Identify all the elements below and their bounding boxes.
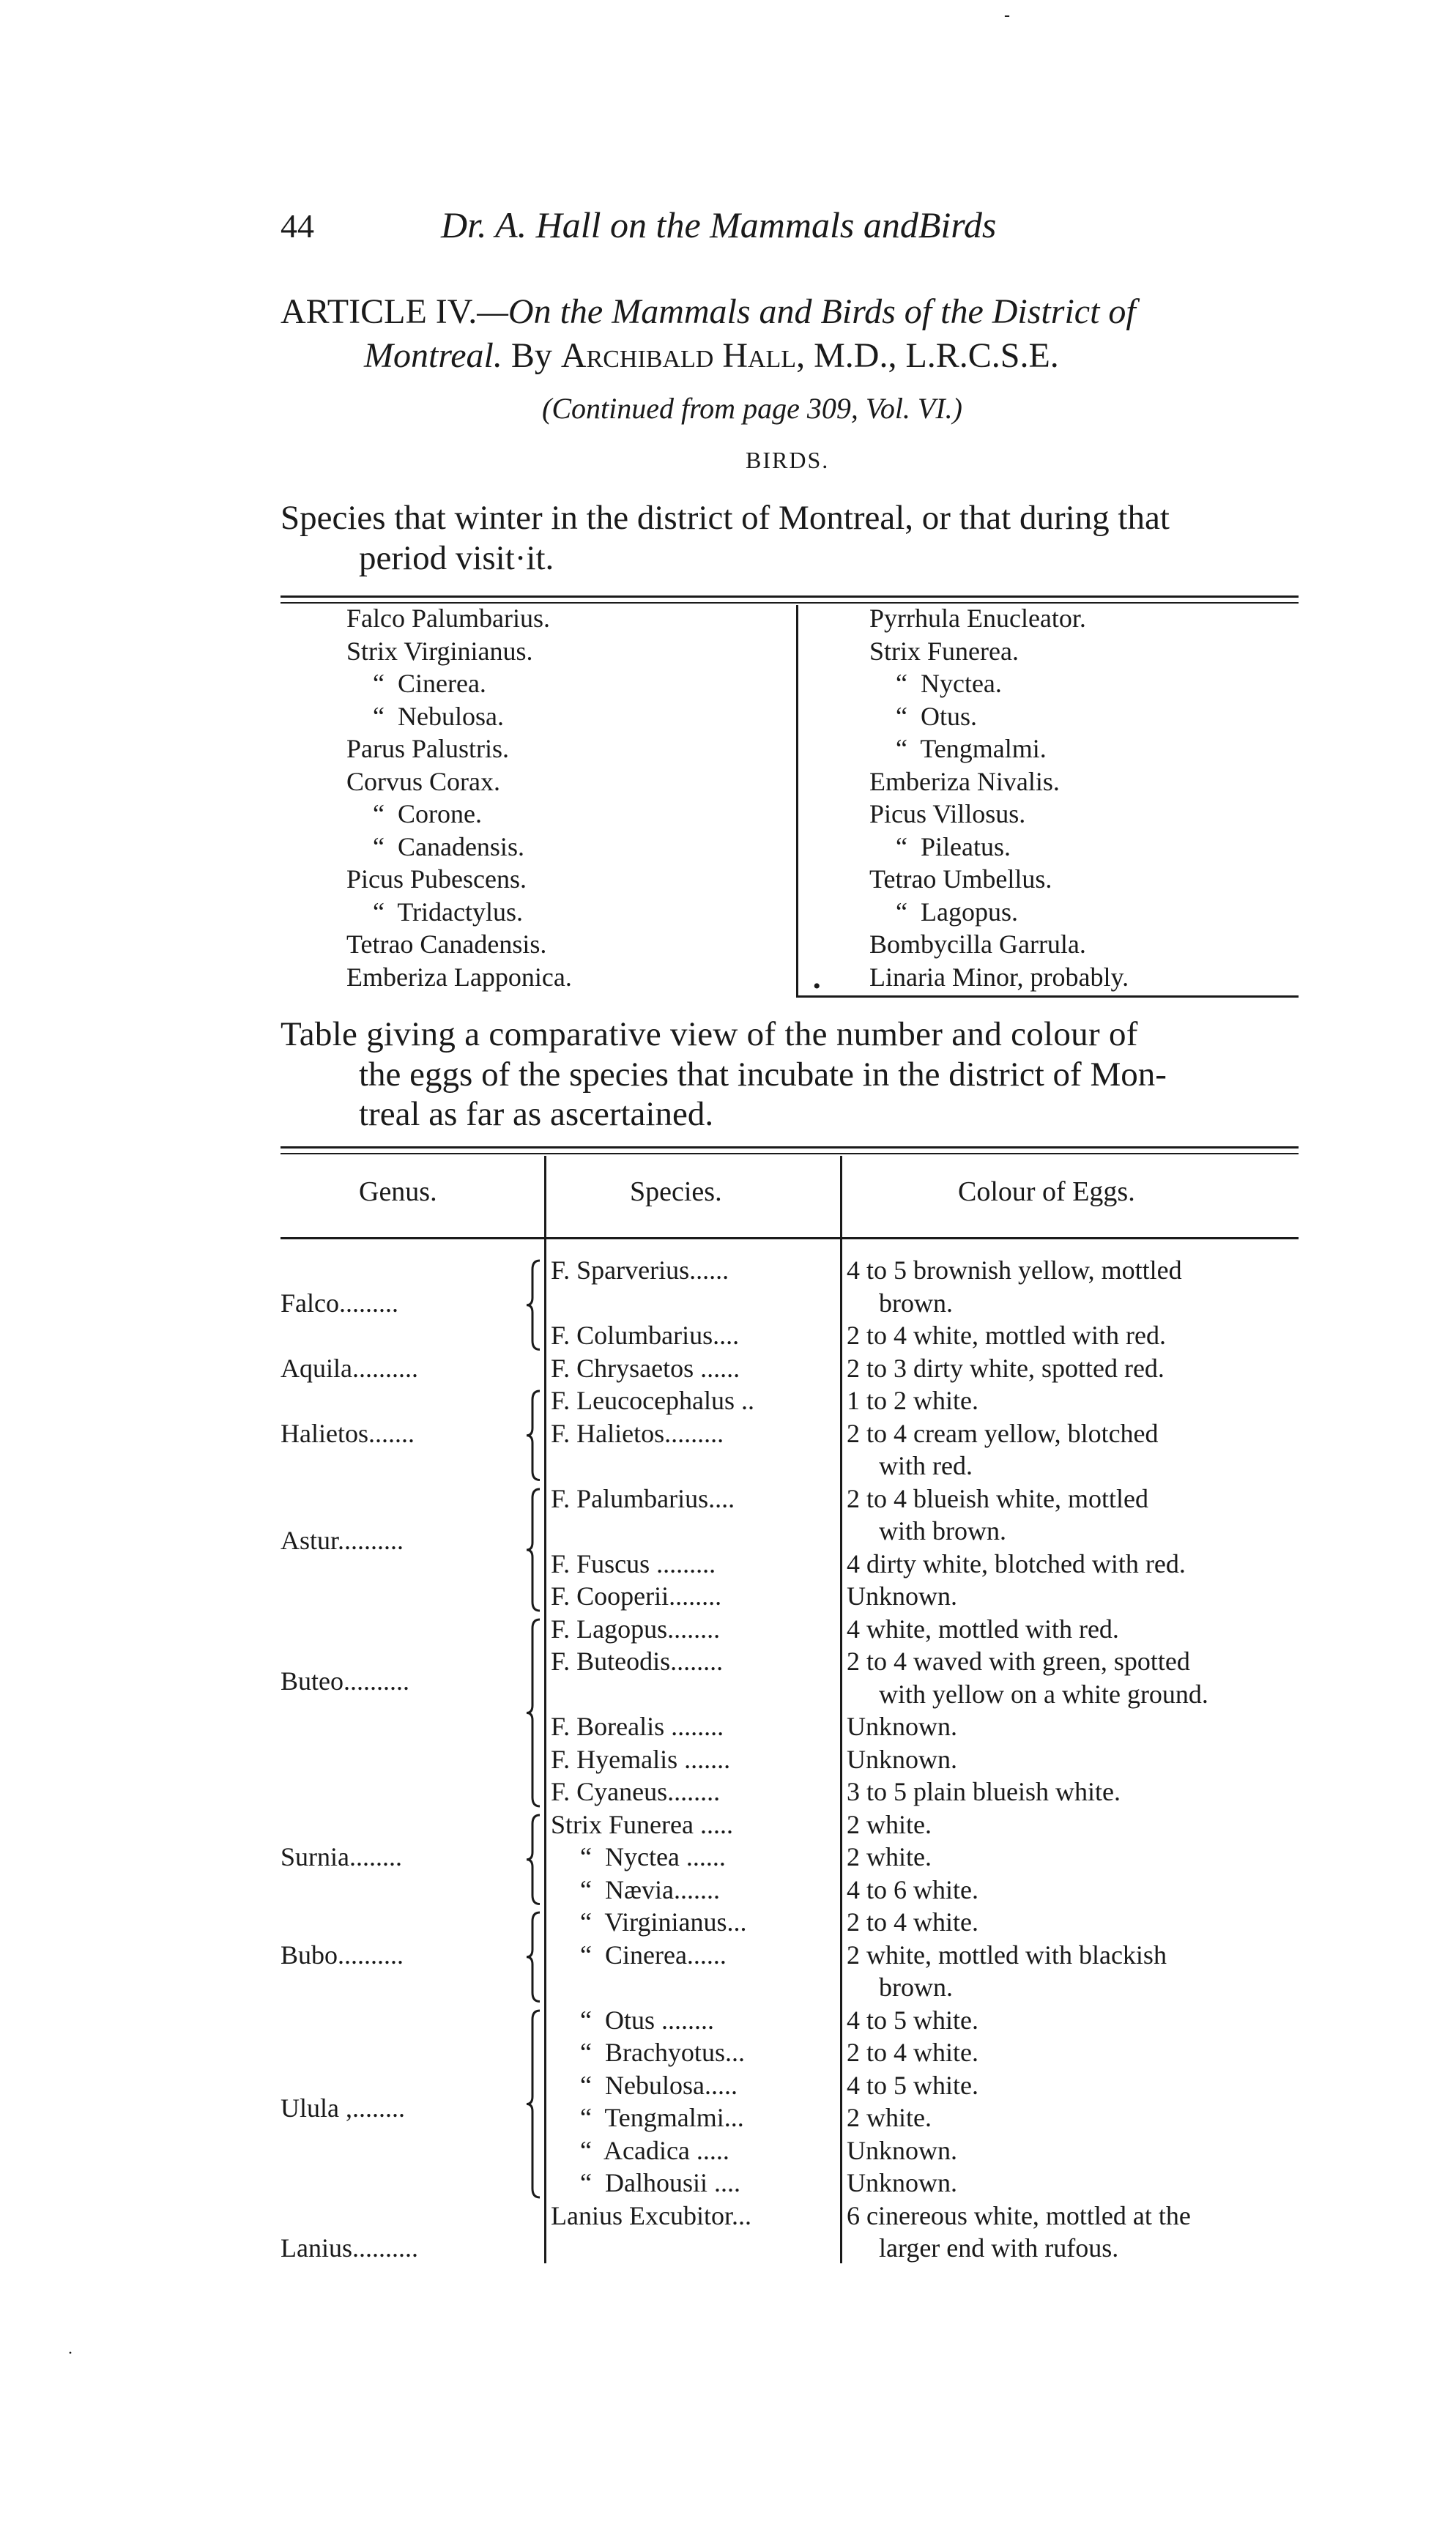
species-cell: F. Halietos......... — [551, 1418, 724, 1448]
eggs-intro-line1: Table giving a comparative view of the number and colour of — [281, 1015, 1138, 1053]
brace-path — [527, 1391, 540, 1480]
colour-cell: 2 to 4 white, mottled with red. — [847, 1321, 1166, 1350]
genus-brace — [525, 1814, 537, 1906]
genus-cell: Lanius.......... — [281, 2233, 418, 2263]
colour-cell: Unknown. — [847, 2135, 957, 2165]
colour-cell: 1 to 2 white. — [847, 1386, 978, 1415]
eggs-col-divider-1 — [544, 1156, 546, 2263]
species-cell: F. Cooperii........ — [551, 1581, 722, 1611]
genus-brace — [525, 1259, 537, 1351]
article-title: On the Mammals and Birds of the District of — [508, 292, 1136, 331]
species-cell: “ Acadica ..... — [580, 2135, 729, 2165]
species-cell: “ Dalhousii .... — [580, 2168, 740, 2197]
eggs-header-rule — [281, 1237, 1299, 1239]
genus-cell: Ulula ,........ — [281, 2093, 405, 2123]
eggs-intro-line3: treal as far as ascertained. — [359, 1095, 714, 1133]
colour-cell: 2 white. — [847, 1842, 932, 1871]
genus-cell: Halietos....... — [281, 1418, 415, 1448]
species-cell: F. Leucocephalus .. — [551, 1386, 755, 1415]
colour-cell-continued: larger end with rufous. — [879, 2233, 1119, 2263]
genus-cell: Surnia........ — [281, 1842, 402, 1871]
colour-cell: 4 to 5 white. — [847, 2005, 978, 2035]
winter-table-divider — [796, 605, 798, 997]
colour-cell: 4 to 5 white. — [847, 2070, 978, 2100]
winter-species-item: “ Nebulosa. — [373, 701, 504, 731]
colour-cell: 2 to 4 waved with green, spotted — [847, 1647, 1190, 1676]
colour-cell: 2 white. — [847, 2103, 932, 2132]
species-cell: F. Sparverius...... — [551, 1255, 729, 1285]
article-label: ARTICLE IV. — [281, 292, 478, 331]
genus-brace — [525, 1911, 537, 2003]
winter-species-item: Emberiza Lapponica. — [346, 962, 572, 992]
article-by: By — [510, 336, 552, 375]
species-cell: F. Buteodis........ — [551, 1647, 724, 1676]
winter-species-item: Parus Palustris. — [346, 734, 510, 763]
winter-species-item: “ Lagopus. — [896, 897, 1018, 927]
species-cell: F. Borealis ........ — [551, 1712, 724, 1741]
colour-cell: 2 to 4 cream yellow, blotched — [847, 1418, 1159, 1448]
colour-cell: Unknown. — [847, 1744, 957, 1774]
colour-cell: 4 to 6 white. — [847, 1874, 978, 1904]
species-cell: F. Chrysaetos ...... — [551, 1353, 740, 1383]
species-cell: F. Lagopus........ — [551, 1614, 721, 1644]
genus-brace — [525, 1389, 537, 1482]
winter-species-item: “ Nyctea. — [896, 669, 1002, 698]
eggs-table-top-rule-1 — [281, 1146, 1299, 1149]
species-cell: Strix Funerea ..... — [551, 1809, 733, 1839]
colour-cell: 2 white, mottled with blackish — [847, 1940, 1167, 1970]
winter-species-item: “ Tengmalmi. — [896, 734, 1047, 763]
winter-intro-line2: period visit·it. — [359, 539, 554, 577]
brace-path — [527, 1815, 540, 1904]
colour-cell: 2 to 3 dirty white, spotted red. — [847, 1353, 1165, 1383]
colour-cell-continued: brown. — [879, 1288, 953, 1318]
winter-species-item: “ Otus. — [896, 701, 977, 731]
colour-cell: 4 to 5 brownish yellow, mottled — [847, 1255, 1182, 1285]
winter-species-item: “ Corone. — [373, 799, 482, 828]
colour-cell: Unknown. — [847, 1712, 957, 1741]
colour-cell: Unknown. — [847, 1581, 957, 1611]
genus-cell: Falco......... — [281, 1288, 398, 1318]
running-title: Dr. A. Hall on the Mammals andBirds — [441, 204, 997, 245]
brace-path — [527, 1489, 540, 1611]
colour-cell: 2 white. — [847, 1809, 932, 1839]
colour-cell-continued: brown. — [879, 1973, 953, 2002]
genus-brace — [525, 2009, 537, 2199]
brace-path — [527, 1261, 540, 1350]
margin-mark-top: - — [1004, 6, 1010, 25]
winter-species-item: Picus Villosus. — [869, 799, 1026, 828]
brace-path — [527, 2011, 540, 2197]
species-cell: F. Columbarius.... — [551, 1321, 740, 1350]
header-species: Species. — [630, 1176, 722, 1207]
species-cell: F. Hyemalis ....... — [551, 1744, 731, 1774]
winter-species-item: “ Canadensis. — [373, 831, 524, 861]
article-author: Archibald Hall — [560, 336, 797, 375]
article-dash: — — [477, 292, 508, 331]
colour-cell: 6 cinereous white, mottled at the — [847, 2200, 1191, 2230]
article-credentials: , M.D., L.R.C.S.E. — [796, 336, 1059, 375]
winter-species-item: “ Cinerea. — [373, 669, 486, 698]
article-title-line2 — [364, 335, 1059, 376]
winter-right-column — [869, 602, 1129, 993]
winter-species-item: Pyrrhula Enucleator. — [869, 604, 1086, 633]
winter-species-item: Strix Funerea. — [869, 636, 1019, 666]
winter-species-item: Falco Palumbarius. — [346, 604, 550, 633]
species-cell: “ Virginianus... — [580, 1907, 747, 1937]
winter-table-bottom-rule — [796, 995, 1299, 998]
species-cell: “ Brachyotus... — [580, 2038, 745, 2067]
winter-left-column — [346, 602, 572, 993]
species-cell: “ Cinerea...... — [580, 1940, 727, 1970]
colour-cell: 2 to 4 white. — [847, 2038, 978, 2067]
margin-mark-left: · — [67, 2344, 73, 2363]
colour-cell-continued: with yellow on a white ground. — [879, 1679, 1208, 1709]
colour-cell: Unknown. — [847, 2168, 957, 2197]
winter-species-item: Tetrao Umbellus. — [869, 864, 1052, 894]
winter-species-item: Linaria Minor, probably. — [869, 962, 1129, 992]
genus-brace — [525, 1488, 537, 1612]
winter-species-item: “ Tridactylus. — [373, 897, 524, 927]
colour-cell-continued: with red. — [879, 1451, 973, 1480]
brace-path — [527, 1912, 540, 2002]
eggs-table-top-rule-2 — [281, 1153, 1299, 1154]
colour-cell-continued: with brown. — [879, 1516, 1006, 1545]
genus-cell: Aquila.......... — [281, 1353, 418, 1383]
article-title-line1 — [281, 292, 1136, 332]
genus-brace — [525, 1618, 537, 1808]
colour-cell: 4 dirty white, blotched with red. — [847, 1548, 1186, 1578]
colour-cell: 2 to 4 white. — [847, 1907, 978, 1937]
continued-note: (Continued from page 309, Vol. VI.) — [542, 392, 963, 425]
species-cell: F. Fuscus ......... — [551, 1548, 716, 1578]
colour-cell: 3 to 5 plain blueish white. — [847, 1777, 1121, 1806]
colour-cell: 2 to 4 blueish white, mottled — [847, 1483, 1148, 1513]
species-cell: “ Nævia....... — [580, 1874, 720, 1904]
genus-cell: Bubo.......... — [281, 1940, 404, 1970]
winter-species-item: Corvus Corax. — [346, 766, 500, 796]
stray-dot: • — [813, 974, 821, 998]
winter-species-item: Picus Pubescens. — [346, 864, 527, 894]
winter-species-item: Bombycilla Garrula. — [869, 929, 1086, 959]
brace-path — [527, 1619, 540, 1806]
winter-species-item: Tetrao Canadensis. — [346, 929, 547, 959]
species-cell: F. Palumbarius.... — [551, 1483, 735, 1513]
genus-cell: Astur.......... — [281, 1526, 404, 1556]
species-cell: “ Nebulosa..... — [580, 2070, 738, 2100]
winter-species-item: Emberiza Nivalis. — [869, 766, 1060, 796]
winter-species-item: Strix Virginianus. — [346, 636, 533, 666]
page-number: 44 — [281, 207, 314, 245]
genus-cell: Buteo.......... — [281, 1666, 409, 1696]
winter-species-item: “ Pileatus. — [896, 831, 1011, 861]
species-cell: “ Tengmalmi... — [580, 2103, 744, 2132]
winter-table-top-rule-1 — [281, 595, 1299, 598]
species-cell: F. Cyaneus........ — [551, 1777, 721, 1806]
species-cell: “ Otus ........ — [580, 2005, 714, 2035]
species-cell: “ Nyctea ...... — [580, 1842, 726, 1871]
header-colour: Colour of Eggs. — [958, 1176, 1135, 1207]
eggs-intro-line2: the eggs of the species that incubate in the district of Mon- — [359, 1055, 1167, 1094]
species-cell: Lanius Excubitor... — [551, 2200, 751, 2230]
eggs-col-divider-2 — [840, 1156, 842, 2263]
winter-intro-line1: Species that winter in the district of Montreal, or that during that — [281, 499, 1170, 537]
article-title-end: Montreal. — [364, 336, 502, 375]
section-heading: BIRDS. — [746, 447, 830, 473]
header-genus: Genus. — [359, 1176, 437, 1207]
colour-cell: 4 white, mottled with red. — [847, 1614, 1119, 1644]
